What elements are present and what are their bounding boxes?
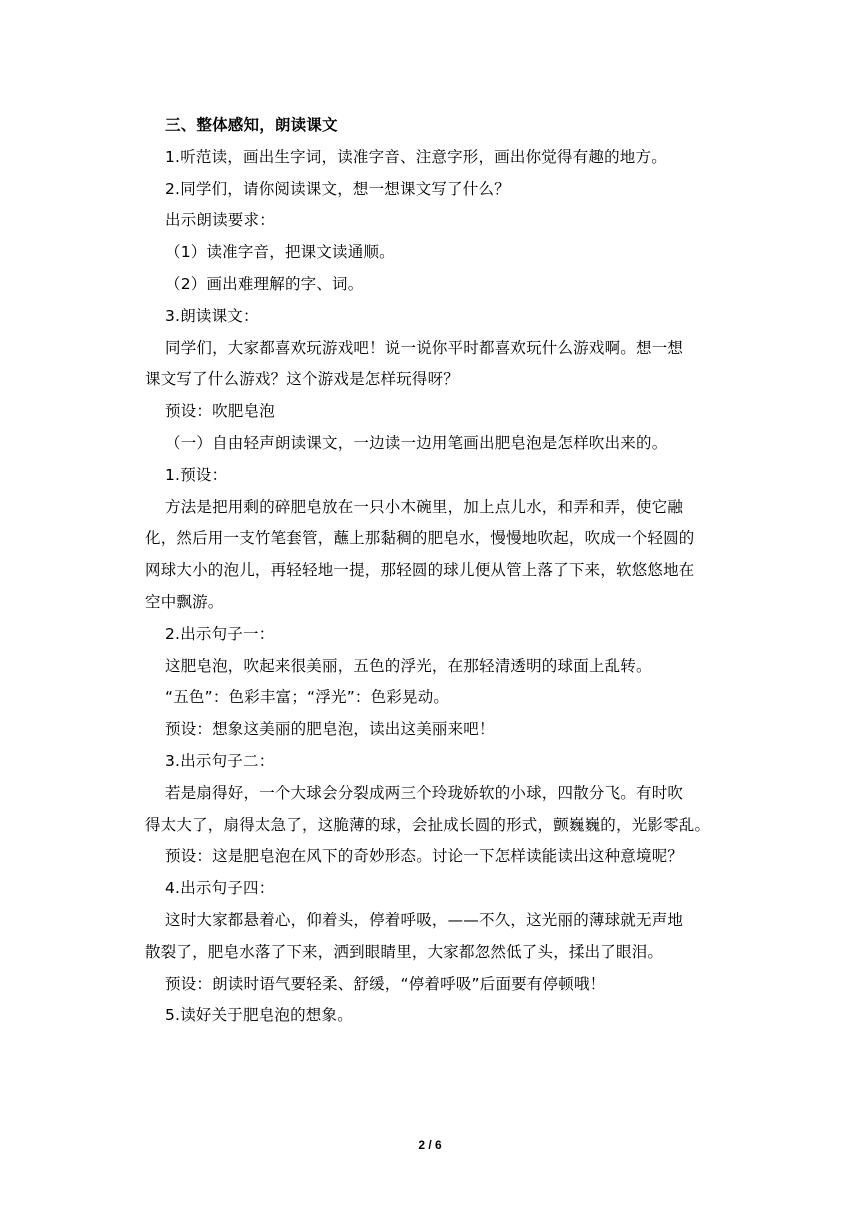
paragraph-line: 同学们，大家都喜欢玩游戏吧！说一说你平时都喜欢玩什么游戏啊。想一想 <box>165 338 684 357</box>
paragraph-line: 这时大家都悬着心，仰着头，停着呼吸，——不久，这光丽的薄球就无声地 <box>165 910 684 929</box>
paragraph-line: 网球大小的泡儿，再轻轻地一提，那轻圆的球儿便从管上落了下来，软悠悠地在 <box>145 561 695 580</box>
paragraph-line: 5.读好关于肥皂泡的想象。 <box>165 1006 353 1025</box>
paragraph-line: （1）读准字音，把课文读通顺。 <box>165 243 395 262</box>
paragraph-line: 预设：想象这美丽的肥皂泡，读出这美丽来吧！ <box>165 720 495 739</box>
paragraph-line: 预设：吹肥皂泡 <box>165 402 275 421</box>
section-heading: 三、整体感知，朗读课文 <box>165 116 338 134</box>
paragraph-line: 出示朗读要求： <box>165 211 275 230</box>
paragraph-line: 预设：这是肥皂泡在风下的奇妙形态。讨论一下怎样读能读出这种意境呢？ <box>165 847 684 866</box>
paragraph-line: 得太大了，扇得太急了，这脆薄的球，会扯成长圆的形式，颤巍巍的，光影零乱。 <box>145 815 711 834</box>
paragraph-line: 3.出示句子二： <box>165 751 275 770</box>
paragraph-line: “五色”：色彩丰富；“浮光”：色彩晃动。 <box>165 688 450 707</box>
paragraph-line: 1.预设： <box>165 465 228 484</box>
document-body <box>145 110 730 1032</box>
paragraph-line: 3.朗读课文： <box>165 306 259 325</box>
paragraph-line: （一）自由轻声朗读课文，一边读一边用笔画出肥皂泡是怎样吹出来的。 <box>165 433 668 452</box>
paragraph-line: 空中飘游。 <box>145 592 224 611</box>
page-number: 2 / 6 <box>418 1138 442 1152</box>
paragraph-line: 课文写了什么游戏？这个游戏是怎样玩得呀？ <box>145 370 460 389</box>
paragraph-line: 1.听范读，画出生字词，读准字音、注意字形，画出你觉得有趣的地方。 <box>165 147 667 166</box>
paragraph-line: 4.出示句子四： <box>165 879 275 898</box>
paragraph-line: 若是扇得好，一个大球会分裂成两三个玲珑娇软的小球，四散分飞。有时吹 <box>165 783 684 802</box>
paragraph-line: 化，然后用一支竹笔套管，蘸上那黏稠的肥皂水，慢慢地吹起，吹成一个轻圆的 <box>145 529 695 548</box>
paragraph-line: 2.出示句子一： <box>165 624 275 643</box>
paragraph-line: 预设：朗读时语气要轻柔、舒缓，“停着呼吸”后面要有停顿哦！ <box>165 974 606 993</box>
paragraph-line: （2）画出难理解的字、词。 <box>165 274 364 293</box>
paragraph-line: 散裂了，肥皂水落了下来，洒到眼睛里，大家都忽然低了头，揉出了眼泪。 <box>145 942 664 961</box>
paragraph-line: 方法是把用剩的碎肥皂放在一只小木碗里，加上点儿水，和弄和弄，使它融 <box>165 497 684 516</box>
paragraph-line: 2.同学们，请你阅读课文，想一想课文写了什么？ <box>165 179 510 198</box>
paragraph-line: 这肥皂泡，吹起来很美丽，五色的浮光，在那轻清透明的球面上乱转。 <box>165 656 652 675</box>
